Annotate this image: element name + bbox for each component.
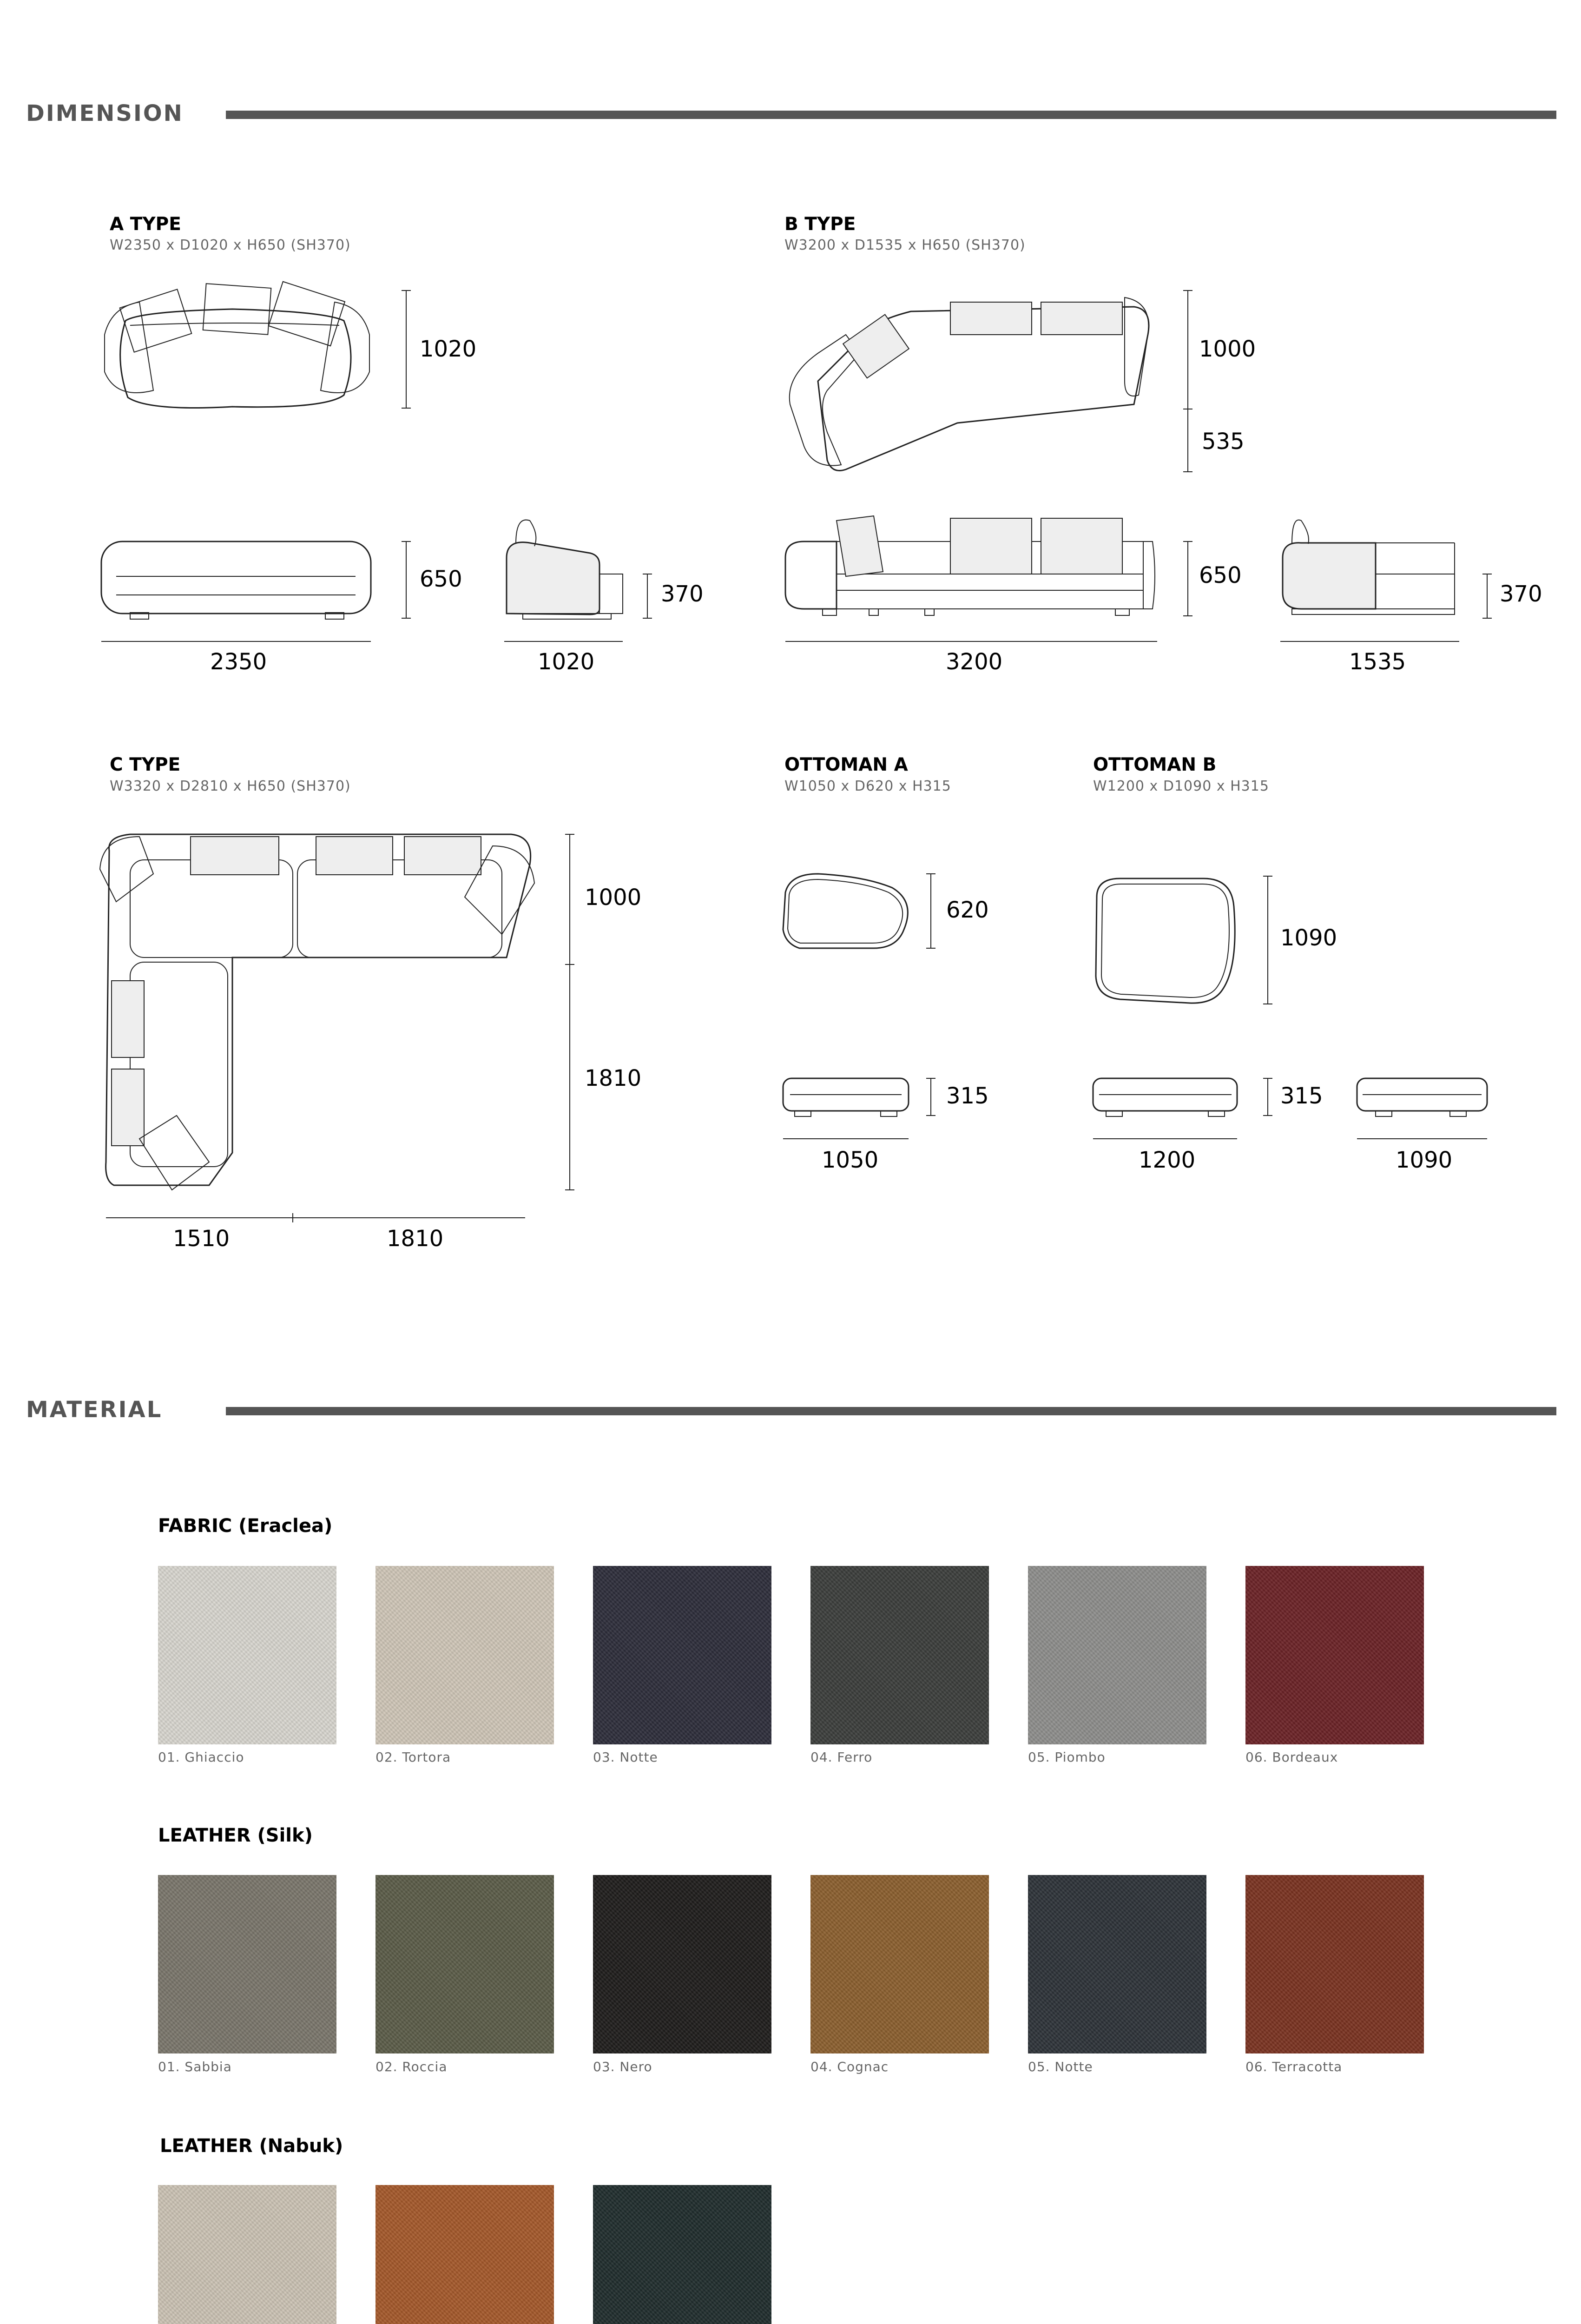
ottoman-b-dimensions: W1200 x D1090 x H315	[1093, 778, 1269, 794]
section-divider	[226, 1407, 1556, 1415]
a-type-front-view	[101, 541, 411, 641]
fabric-swatch-ghiaccio[interactable]	[158, 1566, 336, 1744]
c-type-dimensions: W3320 x D2810 x H650 (SH370)	[110, 778, 351, 794]
b-type-width-label: 3200	[946, 649, 1003, 675]
b-type-top-view	[790, 290, 1192, 472]
c-type-title: C TYPE	[110, 754, 181, 775]
fabric-title: FABRIC (Eraclea)	[158, 1515, 333, 1537]
b-type-height-label: 650	[1199, 562, 1242, 588]
a-type-top-view	[105, 282, 411, 408]
a-type-side-depth-label: 1020	[538, 649, 595, 675]
swatch-label: 04. Cognac	[810, 2059, 889, 2074]
swatch-label: 02. Roccia	[375, 2059, 448, 2074]
a-type-width-label: 2350	[210, 649, 267, 675]
c-type-depth-bottom-label: 1810	[585, 1065, 642, 1091]
leather-silk-swatch-roccia[interactable]	[375, 1875, 554, 2053]
ottoman-b-title: OTTOMAN B	[1093, 754, 1217, 775]
leather-silk-swatch-notte[interactable]	[1028, 1875, 1206, 2053]
leather-silk-title: LEATHER (Silk)	[158, 1825, 313, 1846]
ottoman-a-width-label: 1050	[822, 1147, 879, 1173]
b-type-depth-bottom-label: 535	[1202, 429, 1245, 455]
a-type-seat-height-label: 370	[661, 581, 704, 607]
leather-nabuk-swatch-sabbia[interactable]	[158, 2185, 336, 2324]
leather-silk-swatch-cognac[interactable]	[810, 1875, 989, 2053]
leather-nabuk-swatch-prussia[interactable]	[593, 2185, 771, 2324]
swatch-label: 01. Ghiaccio	[158, 1750, 244, 1765]
ottoman-a-front-view	[783, 1078, 935, 1139]
b-type-dimensions: W3200 x D1535 x H650 (SH370)	[784, 237, 1026, 253]
a-type-side-view	[504, 520, 652, 641]
a-type-title: A TYPE	[110, 214, 181, 235]
fabric-swatch-notte[interactable]	[593, 1566, 771, 1744]
fabric-swatch-piombo[interactable]	[1028, 1566, 1206, 1744]
swatch-label: 06. Terracotta	[1245, 2059, 1343, 2074]
section-title-material: MATERIAL	[26, 1397, 163, 1423]
swatch-label: 05. Notte	[1028, 2059, 1093, 2074]
ottoman-b-width-label: 1200	[1139, 1147, 1196, 1173]
b-type-side-view	[1280, 520, 1492, 641]
leather-silk-swatch-sabbia[interactable]	[158, 1875, 336, 2053]
b-type-depth-top-label: 1000	[1199, 336, 1256, 362]
ottoman-b-height-label: 315	[1280, 1083, 1323, 1109]
ottoman-b-depth-label: 1090	[1280, 925, 1337, 951]
leather-silk-swatch-nero[interactable]	[593, 1875, 771, 2053]
ottoman-a-height-label: 315	[946, 1083, 989, 1109]
leather-silk-swatch-terracotta[interactable]	[1245, 1875, 1424, 2053]
swatch-label: 01. Sabbia	[158, 2059, 232, 2074]
b-type-title: B TYPE	[784, 214, 856, 235]
c-type-depth-top-label: 1000	[585, 885, 642, 911]
swatch-label: 05. Piombo	[1028, 1750, 1106, 1765]
a-type-height-label: 650	[420, 566, 462, 592]
b-type-seat-height-label: 370	[1500, 581, 1542, 607]
ottoman-b-side-view	[1357, 1078, 1487, 1139]
swatch-label: 03. Nero	[593, 2059, 652, 2074]
section-title-dimension: DIMENSION	[26, 100, 184, 126]
fabric-swatch-ferro[interactable]	[810, 1566, 989, 1744]
ottoman-a-dimensions: W1050 x D620 x H315	[784, 778, 951, 794]
a-type-depth-label: 1020	[420, 336, 477, 362]
swatch-label: 04. Ferro	[810, 1750, 873, 1765]
ottoman-a-title: OTTOMAN A	[784, 754, 908, 775]
swatch-label: 03. Notte	[593, 1750, 658, 1765]
c-type-width-right-label: 1810	[387, 1226, 444, 1252]
ottoman-a-depth-label: 620	[946, 897, 989, 923]
fabric-swatch-bordeaux[interactable]	[1245, 1566, 1424, 1744]
b-type-front-view	[785, 516, 1192, 641]
ottoman-b-top-view	[1096, 876, 1272, 1004]
c-type-top-view	[100, 834, 574, 1222]
a-type-dimensions: W2350 x D1020 x H650 (SH370)	[110, 237, 351, 253]
leather-nabuk-swatch-ruggine[interactable]	[375, 2185, 554, 2324]
swatch-label: 06. Bordeaux	[1245, 1750, 1338, 1765]
fabric-swatch-tortora[interactable]	[375, 1566, 554, 1744]
swatch-label: 02. Tortora	[375, 1750, 451, 1765]
ottoman-b-side-width-label: 1090	[1396, 1147, 1453, 1173]
c-type-width-left-label: 1510	[173, 1226, 230, 1252]
ottoman-b-front-view	[1093, 1078, 1272, 1139]
leather-nabuk-title: LEATHER (Nabuk)	[160, 2135, 343, 2157]
b-type-side-depth-label: 1535	[1349, 649, 1406, 675]
ottoman-a-top-view	[783, 874, 935, 948]
